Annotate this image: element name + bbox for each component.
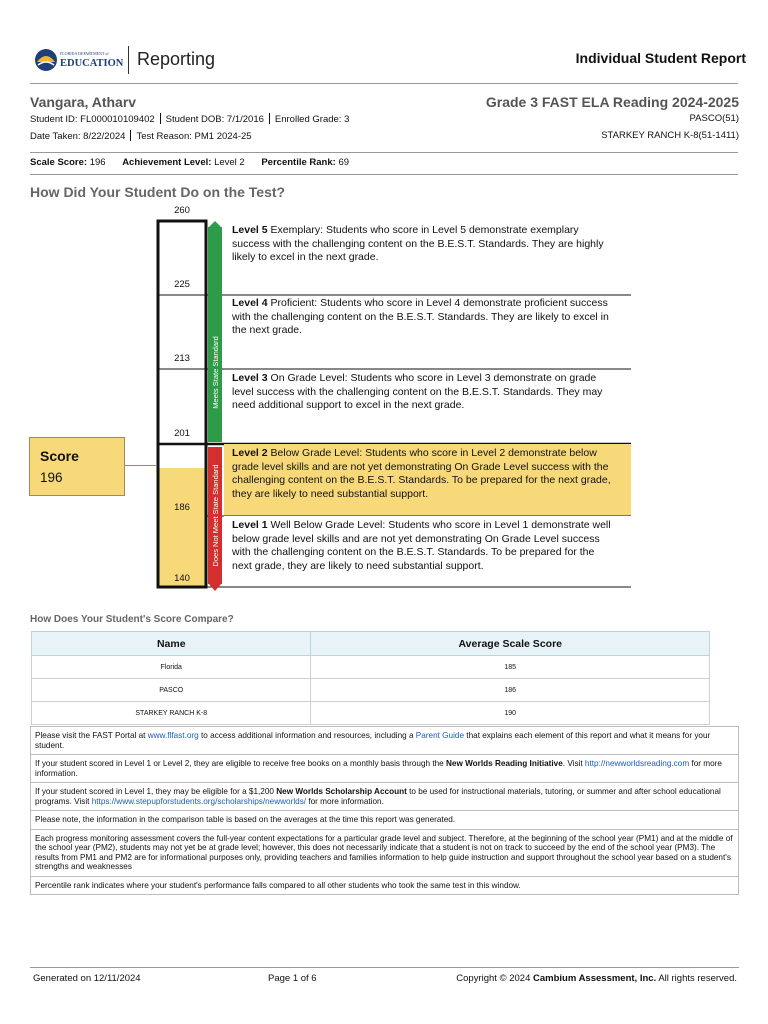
table-row xyxy=(32,702,710,725)
student-dob: Student DOB: 7/1/2016 xyxy=(165,114,264,125)
score-callout xyxy=(29,437,125,496)
level-text: Proficient: Students who score in Level 4 demonstrate proficient success with the challenging content on the B.E.S.T. Standards. They are likely to excel in the next grade. xyxy=(232,297,609,336)
scale-tick-label: 213 xyxy=(174,353,190,364)
stepupforstudents-link[interactable]: https://www.stepupforstudents.org/scholarships/newworlds/ xyxy=(91,796,307,806)
score-chart xyxy=(0,200,768,620)
row-name: PASCO xyxy=(32,679,311,702)
notes-list xyxy=(30,726,739,895)
scale-tick-label: 260 xyxy=(174,205,190,216)
newworldsreading-link[interactable]: http://newworldsreading.com xyxy=(584,759,690,768)
note-text: that explains each element of this report and what it means for your student. xyxy=(35,731,711,750)
level-description xyxy=(232,519,616,573)
note-text: If your student scored in Level 1, they may be eligible for a $1,200 xyxy=(35,787,277,796)
fdoe-logo xyxy=(34,44,124,76)
student-info-row xyxy=(30,113,349,125)
app-title: Reporting xyxy=(137,49,216,69)
level-description xyxy=(232,224,616,265)
level-name: Level 3 xyxy=(232,372,268,384)
logo-main-text: EDUCATION xyxy=(60,58,124,69)
section-title: How Did Your Student Do on the Test? xyxy=(30,184,286,200)
note-text: for more information. xyxy=(35,759,722,778)
scale-score-value: 196 xyxy=(89,157,106,168)
not-meets-standard-label: Does Not Meet State Standard xyxy=(211,464,220,567)
level-description xyxy=(232,297,616,338)
note-text: If your student scored in Level 1 or Level 2, they are eligible to receive free books on a monthly basis through the xyxy=(35,759,446,768)
scale-tick-label: 140 xyxy=(174,573,190,584)
note-reading-initiative xyxy=(30,755,739,783)
note-text: for more information. xyxy=(306,796,384,806)
student-id: Student ID: FL000010109402 xyxy=(30,114,155,125)
note-comparison: Please note, the information in the comparison table is based on the averages at the time this report was generated. xyxy=(30,811,739,830)
school: STARKEY RANCH K-8(51-1411) xyxy=(601,130,739,141)
percentile-rank-label: Percentile Rank: xyxy=(261,157,336,168)
table-row xyxy=(32,679,710,702)
note-scholarship xyxy=(30,783,739,811)
report-title: Individual Student Report xyxy=(575,50,746,66)
score-connector xyxy=(125,465,157,466)
note-text: . Visit xyxy=(562,759,585,768)
level-text: Below Grade Level: Students who score in Level 2 demonstrate below grade level skills and are not yet demonstrating On Grade Level success with the challenging content on the B.E.S.T. Standards. To be prepared for the next grade, they are likely to need substantial support. xyxy=(232,447,611,500)
score-chart-labels xyxy=(0,200,768,620)
scale-score-label: Scale Score: xyxy=(30,157,88,168)
footer-generated: Generated on 12/11/2024 xyxy=(33,973,141,984)
test-reason: Test Reason: PM1 2024-25 xyxy=(136,131,252,142)
achievement-level-label: Achievement Level: xyxy=(122,157,212,168)
test-info-row xyxy=(30,130,252,142)
row-average: 186 xyxy=(311,679,710,702)
meets-standard-label: Meets State Standard xyxy=(211,336,220,409)
note-text: to access additional information and resources, including a xyxy=(198,731,416,740)
student-name: Vangara, Atharv xyxy=(30,94,137,110)
compare-title: How Does Your Student's Score Compare? xyxy=(30,614,234,625)
compare-table xyxy=(31,631,710,725)
footer-page: Page 1 of 6 xyxy=(268,973,317,984)
header-divider xyxy=(128,46,129,74)
header-rule xyxy=(30,83,738,84)
copyright-company: Cambium Assessment, Inc. xyxy=(533,973,657,984)
info-rule xyxy=(30,152,738,153)
row-name: Florida xyxy=(32,656,311,679)
summary-rule xyxy=(30,174,738,175)
percentile-rank-value: 69 xyxy=(338,157,350,168)
level-name: Level 1 xyxy=(232,519,268,531)
copyright-text: Copyright © 2024 xyxy=(456,973,533,984)
row-average: 190 xyxy=(311,702,710,725)
row-name: STARKEY RANCH K-8 xyxy=(32,702,311,725)
test-title: Grade 3 FAST ELA Reading 2024-2025 xyxy=(485,94,739,110)
level-name: Level 4 xyxy=(232,297,268,309)
level-description xyxy=(232,372,616,413)
score-callout-value: 196 xyxy=(40,470,63,485)
note-portal xyxy=(30,726,739,755)
footer-copyright xyxy=(456,973,737,984)
column-header-average: Average Scale Score xyxy=(311,632,710,656)
level-text: On Grade Level: Students who score in Level 3 demonstrate on grade level success with the challenging content on the B.E.S.T. Standards. They may need additional support to excel in the next grade. xyxy=(232,372,603,411)
logo-small-text: FLORIDA DEPARTMENT of xyxy=(60,51,109,56)
district: PASCO(51) xyxy=(689,113,739,124)
table-row xyxy=(32,656,710,679)
score-summary xyxy=(30,157,349,168)
parent-guide-link[interactable]: Parent Guide xyxy=(415,731,465,740)
score-callout-label: Score xyxy=(40,448,79,464)
note-progress-monitoring: Each progress monitoring assessment covers the full-year content expectations for a particular grade level and subject. Therefore, at the beginning of the school year (PM1) and at the middle of the school year (PM2), students may not yet be at grade level; however, this does not necessarily indicate that a student is not on track to succeed by the end of the school year (PM3). The results from PM1 and PM2 are for informational purposes only, providing teachers and families information to help guide instruction and support throughout the school year based on a student's strengths and weaknesses xyxy=(30,830,739,877)
note-text: Please visit the FAST Portal at xyxy=(35,731,148,740)
scale-tick-label: 225 xyxy=(174,279,190,290)
level-text: Well Below Grade Level: Students who score in Level 1 demonstrate well below grade level skills and are not yet demonstrating On Grade Level success with the challenging content on the B.E.S.T. Standards. To be prepared for the next grade, they are likely to need substantial support. xyxy=(232,519,611,572)
scale-tick-label: 201 xyxy=(174,428,190,439)
scale-tick-label: 186 xyxy=(174,502,190,513)
note-bold: New Worlds Scholarship Account xyxy=(276,787,407,796)
level-text: Exemplary: Students who score in Level 5 demonstrate exemplary success with the challenging content on the B.E.S.T. Standards. They are highly likely to excel in the next grade. xyxy=(232,224,604,263)
level-description xyxy=(232,447,616,501)
row-average: 185 xyxy=(311,656,710,679)
achievement-level-value: Level 2 xyxy=(214,157,245,168)
footer-rule xyxy=(30,967,739,968)
level-name: Level 5 xyxy=(232,224,268,236)
copyright-suffix: All rights reserved. xyxy=(656,973,737,984)
column-header-name: Name xyxy=(32,632,311,656)
level-name: Level 2 xyxy=(232,447,268,459)
note-bold: New Worlds Reading Initiative xyxy=(445,759,563,768)
enrolled-grade: Enrolled Grade: 3 xyxy=(274,114,350,125)
note-percentile: Percentile rank indicates where your student's performance falls compared to all other students who took the same test in this window. xyxy=(30,877,739,896)
date-taken: Date Taken: 8/22/2024 xyxy=(30,131,126,142)
flfast-link[interactable]: www.flfast.org xyxy=(147,731,199,740)
note-text: to be used for instructional materials, tutoring, or summer and after school educational programs. Visit xyxy=(35,787,721,806)
